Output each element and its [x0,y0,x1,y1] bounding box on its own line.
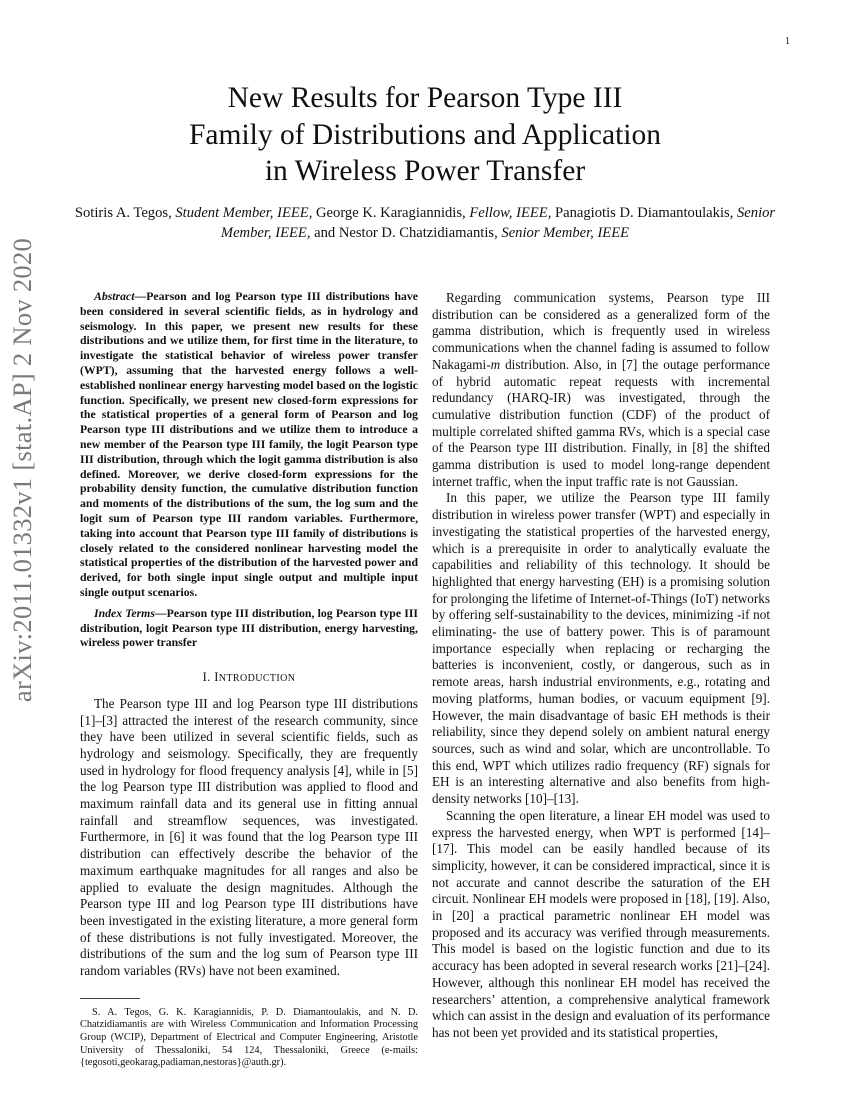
author-name: Sotiris A. Tegos, [74,205,176,221]
abstract [80,290,418,601]
title-line: Family of Distributions and Application [189,118,661,151]
body-paragraph-communications [432,290,770,490]
author-membership: Fellow, IEEE, [469,205,552,221]
index-terms-label: Index Terms [94,606,155,620]
body-paragraph-wpt: In this paper, we utilize the Pearson type III family distribution in wireless power transfer (WPT) and especially in investigating the statistical properties of the harvested energy, which is a prerequisite in order to analytically evaluate the capabilities and reliability of this technology. It should be highlighted that energy harvesting (EH) is a promising solution for prolonging the lifetime of Internet-of-Things (IoT) networks by offering self-sustainability to the devices, minimizing -if not eliminating- the use of battery power. This is of paramount importance especially when replacing or recharging the batteries is inconvenient, costly, or dangerous, such as in remote areas, harsh industrial environments, e.g., rotating and moving platforms, human bodies, or vacuum equipment [9]. However, the main disadvantage of basic EH methods is their reliability, since they depend solely on ambient natural energy sources, such as wind and solar, which are uncontrollable. To this end, WPT which utilizes radio frequency (RF) signals for EH is an interesting alternative and also benefits from high-density networks [10]–[13]. [432,490,771,807]
author-membership: Senior Member, IEEE [501,225,630,241]
body-paragraph-eh-models: Scanning the open literature, a linear EH model was used to express the harvested energy, when WPT is performed [14]–[17]. This model can be easily handled because of its simplicity, however, it can be considered impractical, since it is not accurate and cannot describe the saturation of the EH circuit. Nonlinear EH models were proposed in [18], [19]. Also, in [20] a practical parametric nonlinear EH model was proposed and its accuracy was verified through measurements. This model is based on the logistic function and due to its accuracy has been adopted in several research works [21]–[24]. However, although this nonlinear EH model has received the researchers’ attention, a comprehensive analytical framework which can assist in the design and evaluation of its performance has not been yet provided and its statistical properties, [432,807,770,1040]
nakagami-m-symbol: m [490,356,501,372]
section-title-rest: NTRODUCTION [218,673,296,685]
footnote-divider [80,998,140,999]
author-membership: Senior Member, IEEE, [220,205,776,241]
title-line: New Results for Pearson Type III [227,82,623,114]
author-membership: Student Member, IEEE, [175,205,313,221]
intro-paragraph: The Pearson type III and log Pearson type III distributions [1]–[3] attracted the interest of the research community, since they have been utilized in several scientific fields, such as hydrology and seismology. Specifically, they are frequently used in hydrology for flood frequency analysis [4], while in [5] the log Pearson type III distribution was applied to flood and maximum rainfall data and its general use in fitting annual rainfall and streamflow sequences, was investigated. Furthermore, in [6] it was found that the log Pearson type III distribution can effectively describe the behavior of the maximum earthquake magnitudes for all ranges and also be applied to evaluate the design magnitudes. Although the Pearson type III and log Pearson type III distributions have been investigated in the existing literature, a more general form of these distributions is not fully investigated. Moreover, the distributions of the sum and the log sum of Pearson type III random variables (RVs) have not been examined. [80,695,418,979]
page-number: 1 [785,36,790,47]
author-name: Panagiotis D. Diamantoulakis, [551,205,737,221]
author-name: George K. Karagiannidis, [312,205,470,221]
section-initial: I [214,670,219,685]
section-number: I. [202,670,215,685]
abstract-text: —Pearson and log Pearson type III distributions have been considered in several scientific fields, as in hydrology and seismology. In this paper, we present new results for these distributions and we utilize them, for first time in the literature, to investigate the statistical behavior of wireless power transfer (WPT), assuming that the harvested energy follows a well-established nonlinear energy harvesting model based on the logistic function. Specifically, we present new closed-form expressions for the statistical properties of a general form of Pearson and log Pearson type III distributions and we utilize them to introduce a new member of the Pearson type III family, the logit Pearson type III distribution, through which the logit gamma distribution is also defined. Moreover, we derive closed-form expressions for the probability density function, the cumulative distribution function and moments of the distributions of the sum, the log sum and the logit sum of Pearson type III random variables. Furthermore, taking into account that Pearson type III family of distributions is closely related to the considered nonlinear harvesting model the statistical properties of the distribution of the harvested power and derived, for both single input single output and multiple input single output scenarios. [80,290,418,599]
paper-title [80,80,770,190]
title-line: in Wireless Power Transfer [264,155,586,187]
author-list [70,203,780,243]
section-heading-introduction [80,669,418,688]
paragraph-text: distribution. Also, in [7] the outage performance of hybrid automatic repeat requests with incremental redundancy (HARQ-IR) was investigated, through the cumulative distribution function (CDF) of the product of multiple correlated shifted gamma RVs, which is a special case of the Pearson type III distribution. Finally, in [8] the shifted gamma distribution is used to model long-range dependent internet traffic, when the input traffic rate is not Gaussian. [432,356,770,489]
paragraph-text: Regarding communication systems, Pearson type III distribution can be considered as a generalized form of the gamma distribution, which is frequently used in wireless communications when the channel fading is assumed to follow Nakagami- [432,290,770,372]
index-terms [80,607,418,651]
left-column [80,290,418,1070]
abstract-label: Abstract [94,290,135,303]
right-column [432,290,770,1042]
author-affiliation-footnote: S. A. Tegos, G. K. Karagiannidis, P. D. Diamantoulakis, and N. D. Chatzidiamantis are with Wireless Communication and Information Processing Group (WCIP), Department of Electrical and Computer Engineering, Aristotle University of Thessaloniki, 54 124, Thessaloniki, Greece (e-mails: {tegosoti,geokarag,padiaman,nestoras}@auth.gr). [80,1006,418,1069]
index-terms-text: —Pearson type III distribution, log Pearson type III distribution, logit Pearson type III distribution, energy harvesting, wireless power transfer [80,606,418,650]
author-name: and Nestor D. Chatzidiamantis, [310,225,502,241]
arxiv-identifier-watermark: arXiv:2011.01332v1 [stat.AP] 2 Nov 2020 [7,237,37,703]
